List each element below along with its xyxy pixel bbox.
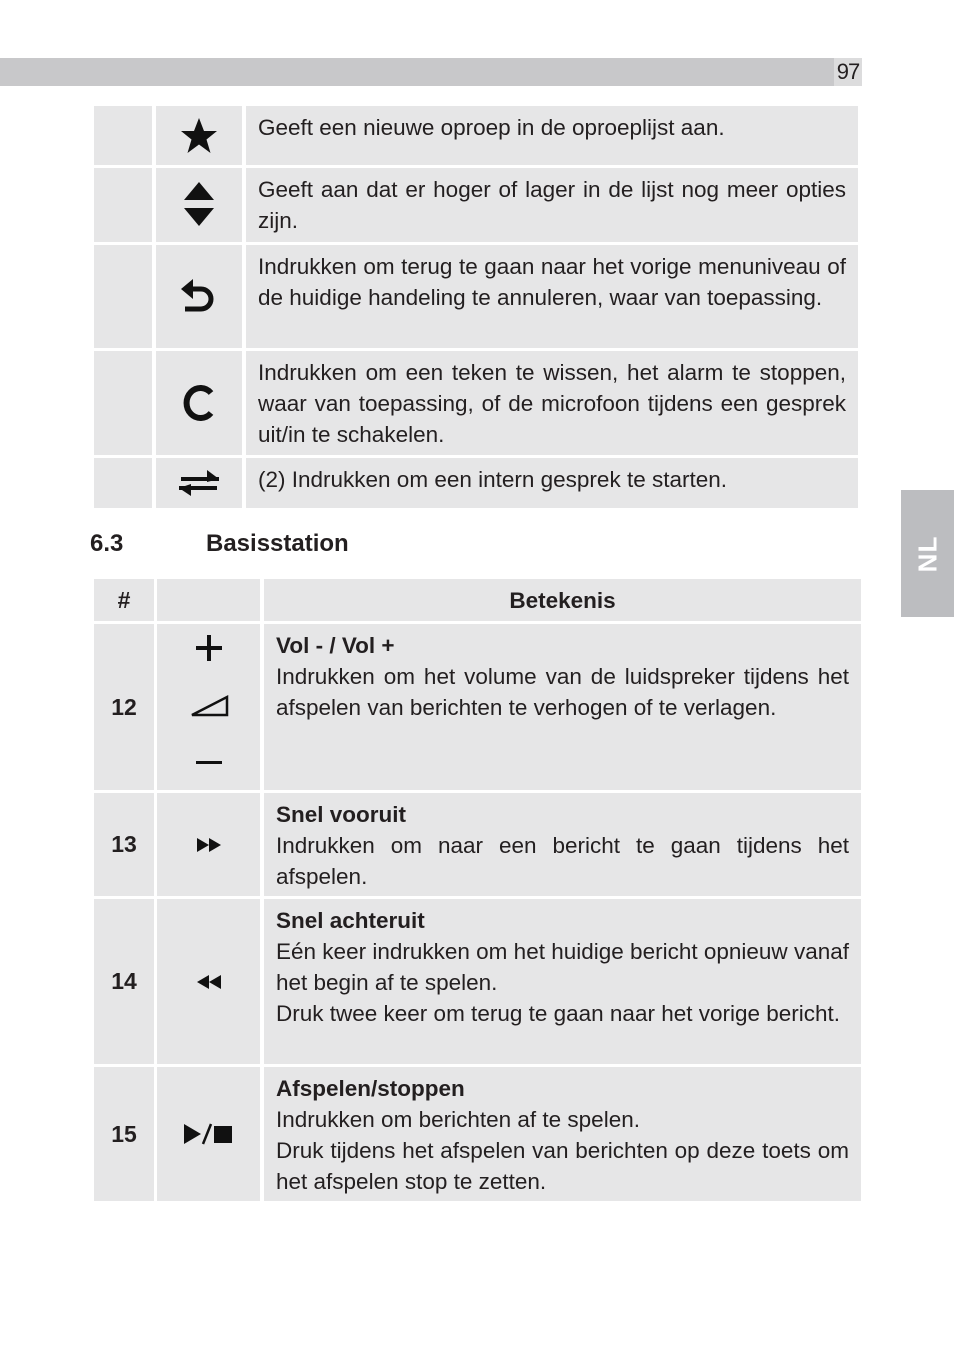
row-description: Indrukken om naar een bericht te gaan tijdens het afspelen.	[276, 833, 849, 889]
column-header-number: #	[94, 579, 154, 621]
table-row	[94, 1067, 861, 1201]
row-title: Afspelen/stoppen	[276, 1076, 465, 1101]
page-number: 97	[834, 58, 862, 86]
volume-ramp-icon	[190, 694, 230, 718]
table-row	[94, 624, 861, 790]
key-description: Indrukken om een teken te wissen, het alarm te stoppen, waar van toepassing, of de microfoon tijdens een gesprek uit/in te schakelen.	[246, 351, 858, 455]
play-stop-icon	[182, 1122, 236, 1146]
plus-icon	[195, 634, 223, 662]
header-bar	[0, 58, 834, 86]
key-description: Indrukken om terug te gaan naar het vorige menuniveau of de huidige handeling te annuleren, waar van toepassing.	[246, 245, 858, 348]
fast-forward-icon	[195, 836, 223, 854]
table-row	[94, 245, 858, 348]
row-title: Snel vooruit	[276, 802, 407, 827]
row-title: Snel achteruit	[276, 908, 425, 933]
minus-icon	[195, 758, 223, 768]
row-description: Indrukken om berichten af te spelen.	[276, 1107, 640, 1132]
up-down-arrows-icon	[182, 180, 216, 230]
row-description: Eén keer indrukken om het huidige bericht opnieuw vanaf het begin af te spelen.	[276, 939, 849, 995]
language-tab	[901, 490, 954, 617]
intercom-arrows-icon	[177, 468, 221, 498]
table-row	[94, 351, 858, 455]
language-tab-label: NL	[912, 535, 942, 572]
row-description: Indrukken om het volume van de luidspreker tijdens het afspelen van berichten te verhogen of te verlagen.	[276, 664, 849, 720]
key-description: Geeft een nieuwe oproep in de oproeplijst aan.	[246, 106, 858, 165]
key-description: (2) Indrukken om een intern gesprek te starten.	[246, 458, 858, 508]
row-number: 14	[94, 899, 154, 1064]
section-number: 6.3	[90, 530, 124, 557]
back-arrow-icon	[179, 277, 219, 317]
row-number: 13	[94, 793, 154, 896]
row-number: 12	[94, 624, 154, 790]
table-row	[94, 899, 861, 1064]
table-header-row	[94, 579, 861, 621]
row-title: Vol - / Vol +	[276, 633, 395, 658]
table-row	[94, 458, 858, 508]
table-row	[94, 106, 858, 165]
row-description: Druk twee keer om terug te gaan naar het vorige bericht.	[276, 1001, 841, 1026]
key-description: Geeft aan dat er hoger of lager in de lijst nog meer opties zijn.	[246, 168, 858, 242]
column-header-meaning: Betekenis	[264, 579, 861, 621]
row-number: 15	[94, 1067, 154, 1201]
column-header-icon	[157, 579, 260, 621]
star-icon	[179, 116, 219, 156]
row-description: Druk tijdens het afspelen van berichten op deze toets om het afspelen stop te zetten.	[276, 1138, 849, 1194]
c-key-icon	[181, 383, 217, 423]
section-title: Basisstation	[206, 530, 349, 557]
rewind-icon	[195, 973, 223, 991]
table-row	[94, 168, 858, 242]
table-row	[94, 793, 861, 896]
